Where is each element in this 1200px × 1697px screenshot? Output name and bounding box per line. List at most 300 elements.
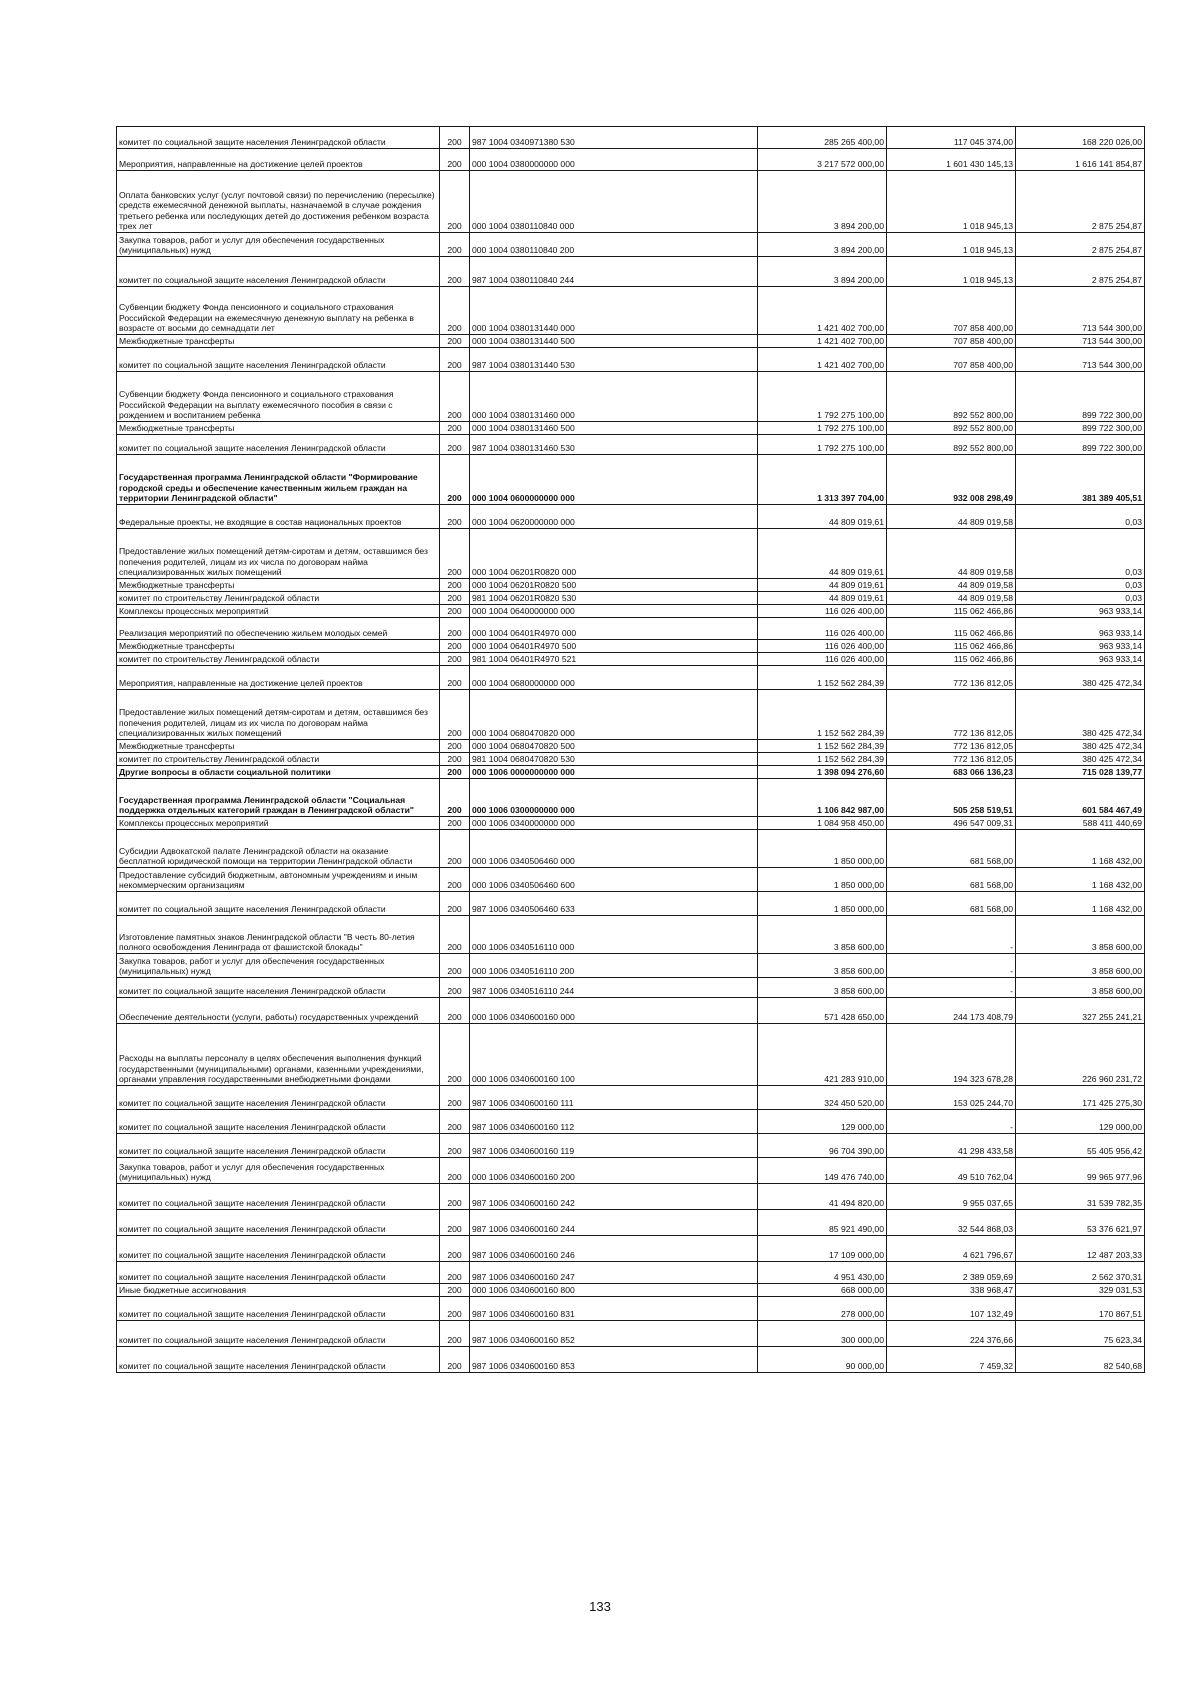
row-budget-code-cell: 000 1006 0340600160 100	[470, 1024, 758, 1086]
row-executed-amount-cell: 683 066 136,23	[887, 766, 1016, 779]
row-line-code-cell: 200	[440, 817, 470, 830]
row-name-cell: Субвенции бюджету Фонда пенсионного и социального страхования Российской Федерации на выплату ежемесячного пособия в связи с рождением и воспитанием ребенка	[117, 372, 440, 422]
row-name-cell: комитет по социальной защите населения Ленинградской области	[117, 1321, 440, 1347]
row-line-code-cell: 200	[440, 592, 470, 605]
row-budget-code-cell: 000 1004 0380131460 500	[470, 422, 758, 435]
table-row	[117, 1284, 1145, 1297]
row-approved-amount-cell: 1 398 094 276,60	[758, 766, 887, 779]
row-executed-amount-cell: 1 018 945,13	[887, 171, 1016, 233]
row-budget-code-cell: 000 1006 0340000000 000	[470, 817, 758, 830]
row-remaining-amount-cell: 2 875 254,87	[1016, 171, 1145, 233]
row-approved-amount-cell: 116 026 400,00	[758, 605, 887, 618]
row-budget-code-cell: 000 1006 0340600160 200	[470, 1158, 758, 1184]
row-executed-amount-cell: -	[887, 1110, 1016, 1134]
row-approved-amount-cell: 3 217 572 000,00	[758, 149, 887, 171]
row-remaining-amount-cell: 53 376 621,97	[1016, 1210, 1145, 1236]
table-row	[117, 690, 1145, 740]
row-budget-code-cell: 987 1006 0340600160 242	[470, 1184, 758, 1210]
row-line-code-cell: 200	[440, 605, 470, 618]
row-approved-amount-cell: 1 421 402 700,00	[758, 287, 887, 335]
row-budget-code-cell: 000 1004 0380131460 000	[470, 372, 758, 422]
row-name-cell: Межбюджетные трансферты	[117, 579, 440, 592]
table-row	[117, 171, 1145, 233]
row-approved-amount-cell: 3 894 200,00	[758, 257, 887, 287]
row-budget-code-cell: 981 1004 0680470820 530	[470, 753, 758, 766]
table-row	[117, 653, 1145, 666]
row-executed-amount-cell: 153 025 244,70	[887, 1086, 1016, 1110]
row-approved-amount-cell: 571 428 650,00	[758, 998, 887, 1024]
row-approved-amount-cell: 1 850 000,00	[758, 892, 887, 916]
row-budget-code-cell: 000 1004 0380110840 200	[470, 233, 758, 257]
table-row	[117, 666, 1145, 690]
row-approved-amount-cell: 1 106 842 987,00	[758, 779, 887, 817]
row-approved-amount-cell: 278 000,00	[758, 1297, 887, 1321]
row-remaining-amount-cell: 1 168 432,00	[1016, 868, 1145, 892]
row-approved-amount-cell: 1 850 000,00	[758, 830, 887, 868]
row-line-code-cell: 200	[440, 640, 470, 653]
row-approved-amount-cell: 44 809 019,61	[758, 579, 887, 592]
row-remaining-amount-cell: 899 722 300,00	[1016, 372, 1145, 422]
row-budget-code-cell: 987 1006 0340600160 853	[470, 1347, 758, 1373]
row-line-code-cell: 200	[440, 753, 470, 766]
row-budget-code-cell: 000 1004 0380131440 000	[470, 287, 758, 335]
row-line-code-cell: 200	[440, 1134, 470, 1158]
row-remaining-amount-cell: 2 562 370,31	[1016, 1262, 1145, 1284]
row-name-cell: комитет по строительству Ленинградской области	[117, 653, 440, 666]
row-name-cell: Закупка товаров, работ и услуг для обеспечения государственных (муниципальных) нужд	[117, 233, 440, 257]
row-budget-code-cell: 000 1004 0620000000 000	[470, 505, 758, 529]
row-budget-code-cell: 000 1004 06401R4970 000	[470, 618, 758, 640]
row-remaining-amount-cell: 899 722 300,00	[1016, 435, 1145, 455]
table-row	[117, 1024, 1145, 1086]
table-row	[117, 455, 1145, 505]
row-executed-amount-cell: -	[887, 916, 1016, 954]
row-name-cell: комитет по социальной защите населения Ленинградской области	[117, 892, 440, 916]
row-name-cell: комитет по социальной защите населения Ленинградской области	[117, 127, 440, 149]
table-row	[117, 1110, 1145, 1134]
table-row	[117, 127, 1145, 149]
table-row	[117, 1321, 1145, 1347]
row-executed-amount-cell: 772 136 812,05	[887, 666, 1016, 690]
row-line-code-cell: 200	[440, 1086, 470, 1110]
row-remaining-amount-cell: 0,03	[1016, 592, 1145, 605]
row-remaining-amount-cell: 713 544 300,00	[1016, 287, 1145, 335]
row-approved-amount-cell: 1 850 000,00	[758, 868, 887, 892]
row-approved-amount-cell: 1 421 402 700,00	[758, 335, 887, 348]
row-approved-amount-cell: 1 421 402 700,00	[758, 348, 887, 372]
row-executed-amount-cell: 9 955 037,65	[887, 1184, 1016, 1210]
row-executed-amount-cell: 496 547 009,31	[887, 817, 1016, 830]
row-budget-code-cell: 987 1006 0340600160 111	[470, 1086, 758, 1110]
table-row	[117, 1134, 1145, 1158]
row-approved-amount-cell: 116 026 400,00	[758, 653, 887, 666]
row-name-cell: Закупка товаров, работ и услуг для обеспечения государственных (муниципальных) нужд	[117, 954, 440, 978]
row-budget-code-cell: 000 1004 06201R0820 000	[470, 529, 758, 579]
row-name-cell: комитет по социальной защите населения Ленинградской области	[117, 1262, 440, 1284]
row-executed-amount-cell: 707 858 400,00	[887, 287, 1016, 335]
row-executed-amount-cell: 115 062 466,86	[887, 605, 1016, 618]
table-row	[117, 753, 1145, 766]
row-line-code-cell: 200	[440, 1297, 470, 1321]
row-approved-amount-cell: 3 858 600,00	[758, 916, 887, 954]
table-row	[117, 257, 1145, 287]
row-remaining-amount-cell: 381 389 405,51	[1016, 455, 1145, 505]
row-name-cell: комитет по строительству Ленинградской области	[117, 592, 440, 605]
table-row	[117, 978, 1145, 998]
row-name-cell: Комплексы процессных мероприятий	[117, 817, 440, 830]
row-line-code-cell: 200	[440, 1024, 470, 1086]
row-executed-amount-cell: 44 809 019,58	[887, 579, 1016, 592]
row-approved-amount-cell: 85 921 490,00	[758, 1210, 887, 1236]
row-budget-code-cell: 000 1006 0340600160 000	[470, 998, 758, 1024]
row-executed-amount-cell: 1 018 945,13	[887, 233, 1016, 257]
row-line-code-cell: 200	[440, 257, 470, 287]
row-budget-code-cell: 987 1006 0340516110 244	[470, 978, 758, 998]
row-name-cell: комитет по социальной защите населения Ленинградской области	[117, 435, 440, 455]
row-name-cell: комитет по социальной защите населения Ленинградской области	[117, 348, 440, 372]
row-remaining-amount-cell: 3 858 600,00	[1016, 916, 1145, 954]
row-budget-code-cell: 000 1004 06401R4970 500	[470, 640, 758, 653]
row-remaining-amount-cell: 327 255 241,21	[1016, 998, 1145, 1024]
page-number: 133	[589, 1599, 611, 1614]
row-name-cell: Закупка товаров, работ и услуг для обеспечения государственных (муниципальных) нужд	[117, 1158, 440, 1184]
row-budget-code-cell: 000 1006 0340506460 000	[470, 830, 758, 868]
row-line-code-cell: 200	[440, 1210, 470, 1236]
table-row	[117, 435, 1145, 455]
table-row	[117, 1347, 1145, 1373]
row-line-code-cell: 200	[440, 505, 470, 529]
table-row	[117, 529, 1145, 579]
row-remaining-amount-cell: 55 405 956,42	[1016, 1134, 1145, 1158]
row-line-code-cell: 200	[440, 127, 470, 149]
row-budget-code-cell: 987 1006 0340600160 831	[470, 1297, 758, 1321]
row-executed-amount-cell: 244 173 408,79	[887, 998, 1016, 1024]
row-line-code-cell: 200	[440, 287, 470, 335]
row-budget-code-cell: 000 1004 0680470820 500	[470, 740, 758, 753]
row-remaining-amount-cell: 1 168 432,00	[1016, 830, 1145, 868]
row-approved-amount-cell: 41 494 820,00	[758, 1184, 887, 1210]
row-approved-amount-cell: 1 152 562 284,39	[758, 690, 887, 740]
row-remaining-amount-cell: 171 425 275,30	[1016, 1086, 1145, 1110]
row-remaining-amount-cell: 329 031,53	[1016, 1284, 1145, 1297]
table-row	[117, 766, 1145, 779]
row-remaining-amount-cell: 963 933,14	[1016, 653, 1145, 666]
table-row	[117, 1086, 1145, 1110]
row-name-cell: комитет по социальной защите населения Ленинградской области	[117, 1110, 440, 1134]
row-name-cell: Иные бюджетные ассигнования	[117, 1284, 440, 1297]
row-budget-code-cell: 987 1004 0380110840 244	[470, 257, 758, 287]
row-executed-amount-cell: 115 062 466,86	[887, 618, 1016, 640]
row-name-cell: Федеральные проекты, не входящие в состав национальных проектов	[117, 505, 440, 529]
row-executed-amount-cell: 707 858 400,00	[887, 335, 1016, 348]
row-approved-amount-cell: 116 026 400,00	[758, 618, 887, 640]
row-line-code-cell: 200	[440, 954, 470, 978]
row-budget-code-cell: 000 1004 0680000000 000	[470, 666, 758, 690]
row-line-code-cell: 200	[440, 422, 470, 435]
row-approved-amount-cell: 3 858 600,00	[758, 978, 887, 998]
row-approved-amount-cell: 149 476 740,00	[758, 1158, 887, 1184]
row-budget-code-cell: 000 1004 0380110840 000	[470, 171, 758, 233]
row-budget-code-cell: 981 1004 06201R0820 530	[470, 592, 758, 605]
row-executed-amount-cell: 681 568,00	[887, 892, 1016, 916]
row-name-cell: Изготовление памятных знаков Ленинградской области "В честь 80-летия полного освобождения Ленинграда от фашистской блокады"	[117, 916, 440, 954]
row-approved-amount-cell: 1 313 397 704,00	[758, 455, 887, 505]
row-budget-code-cell: 000 1004 0380131440 500	[470, 335, 758, 348]
row-line-code-cell: 200	[440, 892, 470, 916]
row-approved-amount-cell: 324 450 520,00	[758, 1086, 887, 1110]
row-approved-amount-cell: 285 265 400,00	[758, 127, 887, 149]
row-name-cell: Межбюджетные трансферты	[117, 422, 440, 435]
row-remaining-amount-cell: 380 425 472,34	[1016, 666, 1145, 690]
row-remaining-amount-cell: 963 933,14	[1016, 605, 1145, 618]
row-executed-amount-cell: 44 809 019,58	[887, 592, 1016, 605]
table-row	[117, 335, 1145, 348]
row-line-code-cell: 200	[440, 978, 470, 998]
row-approved-amount-cell: 4 951 430,00	[758, 1262, 887, 1284]
row-executed-amount-cell: 115 062 466,86	[887, 640, 1016, 653]
table-row	[117, 618, 1145, 640]
table-row	[117, 998, 1145, 1024]
row-executed-amount-cell: 892 552 800,00	[887, 435, 1016, 455]
row-remaining-amount-cell: 82 540,68	[1016, 1347, 1145, 1373]
row-line-code-cell: 200	[440, 653, 470, 666]
row-remaining-amount-cell: 170 867,51	[1016, 1297, 1145, 1321]
row-name-cell: Реализация мероприятий по обеспечению жильем молодых семей	[117, 618, 440, 640]
row-approved-amount-cell: 129 000,00	[758, 1110, 887, 1134]
table-row	[117, 892, 1145, 916]
row-approved-amount-cell: 1 152 562 284,39	[758, 740, 887, 753]
table-row	[117, 505, 1145, 529]
row-line-code-cell: 200	[440, 618, 470, 640]
row-name-cell: Предоставление субсидий бюджетным, автономным учреждениям и иным некоммерческим организациям	[117, 868, 440, 892]
row-line-code-cell: 200	[440, 740, 470, 753]
row-approved-amount-cell: 1 084 958 450,00	[758, 817, 887, 830]
row-remaining-amount-cell: 1 168 432,00	[1016, 892, 1145, 916]
row-remaining-amount-cell: 588 411 440,69	[1016, 817, 1145, 830]
row-approved-amount-cell: 90 000,00	[758, 1347, 887, 1373]
table-row	[117, 1158, 1145, 1184]
row-budget-code-cell: 987 1006 0340600160 246	[470, 1236, 758, 1262]
budget-execution-table	[116, 126, 1145, 1373]
row-line-code-cell: 200	[440, 766, 470, 779]
row-name-cell: комитет по социальной защите населения Ленинградской области	[117, 1086, 440, 1110]
row-remaining-amount-cell: 129 000,00	[1016, 1110, 1145, 1134]
row-name-cell: комитет по социальной защите населения Ленинградской области	[117, 978, 440, 998]
table-row	[117, 640, 1145, 653]
row-name-cell: комитет по социальной защите населения Ленинградской области	[117, 1297, 440, 1321]
table-row	[117, 605, 1145, 618]
row-name-cell: Государственная программа Ленинградской области "Формирование городской среды и обеспечение качественным жильем граждан на территории Ленинградской области"	[117, 455, 440, 505]
row-approved-amount-cell: 1 152 562 284,39	[758, 753, 887, 766]
row-executed-amount-cell: 1 018 945,13	[887, 257, 1016, 287]
row-remaining-amount-cell: 1 616 141 854,87	[1016, 149, 1145, 171]
row-remaining-amount-cell: 31 539 782,35	[1016, 1184, 1145, 1210]
row-name-cell: комитет по строительству Ленинградской области	[117, 753, 440, 766]
row-line-code-cell: 200	[440, 1284, 470, 1297]
row-remaining-amount-cell: 3 858 600,00	[1016, 978, 1145, 998]
row-remaining-amount-cell: 2 875 254,87	[1016, 257, 1145, 287]
row-executed-amount-cell: 49 510 762,04	[887, 1158, 1016, 1184]
row-executed-amount-cell: 892 552 800,00	[887, 372, 1016, 422]
row-remaining-amount-cell: 0,03	[1016, 505, 1145, 529]
row-remaining-amount-cell: 3 858 600,00	[1016, 954, 1145, 978]
row-budget-code-cell: 000 1006 0340600160 800	[470, 1284, 758, 1297]
row-line-code-cell: 200	[440, 348, 470, 372]
row-approved-amount-cell: 3 894 200,00	[758, 233, 887, 257]
row-remaining-amount-cell: 380 425 472,34	[1016, 740, 1145, 753]
row-name-cell: Другие вопросы в области социальной политики	[117, 766, 440, 779]
row-line-code-cell: 200	[440, 1158, 470, 1184]
table-row	[117, 1262, 1145, 1284]
table-row	[117, 817, 1145, 830]
row-name-cell: Межбюджетные трансферты	[117, 335, 440, 348]
row-approved-amount-cell: 668 000,00	[758, 1284, 887, 1297]
row-executed-amount-cell: 681 568,00	[887, 830, 1016, 868]
table-row	[117, 1236, 1145, 1262]
row-approved-amount-cell: 1 152 562 284,39	[758, 666, 887, 690]
row-budget-code-cell: 987 1006 0340600160 852	[470, 1321, 758, 1347]
row-line-code-cell: 200	[440, 868, 470, 892]
table-row	[117, 1210, 1145, 1236]
row-line-code-cell: 200	[440, 1236, 470, 1262]
row-remaining-amount-cell: 380 425 472,34	[1016, 690, 1145, 740]
row-executed-amount-cell: 772 136 812,05	[887, 740, 1016, 753]
row-line-code-cell: 200	[440, 666, 470, 690]
row-executed-amount-cell: 44 809 019,58	[887, 505, 1016, 529]
row-name-cell: Мероприятия, направленные на достижение целей проектов	[117, 666, 440, 690]
row-remaining-amount-cell: 99 965 977,96	[1016, 1158, 1145, 1184]
row-line-code-cell: 200	[440, 455, 470, 505]
row-approved-amount-cell: 1 792 275 100,00	[758, 422, 887, 435]
row-name-cell: Мероприятия, направленные на достижение целей проектов	[117, 149, 440, 171]
row-executed-amount-cell: 32 544 868,03	[887, 1210, 1016, 1236]
row-budget-code-cell: 000 1004 0680470820 000	[470, 690, 758, 740]
row-remaining-amount-cell: 226 960 231,72	[1016, 1024, 1145, 1086]
row-line-code-cell: 200	[440, 1321, 470, 1347]
row-approved-amount-cell: 1 792 275 100,00	[758, 372, 887, 422]
row-budget-code-cell: 000 1004 0600000000 000	[470, 455, 758, 505]
row-remaining-amount-cell: 601 584 467,49	[1016, 779, 1145, 817]
row-name-cell: Расходы на выплаты персоналу в целях обеспечения выполнения функций государственными (муниципальными) органами, казенными учреждениями, органами управления государственными внебюджетными фондами	[117, 1024, 440, 1086]
row-name-cell: Субсидии Адвокатской палате Ленинградской области на оказание бесплатной юридической помощи на территории Ленинградской области	[117, 830, 440, 868]
row-name-cell: комитет по социальной защите населения Ленинградской области	[117, 1210, 440, 1236]
row-approved-amount-cell: 44 809 019,61	[758, 505, 887, 529]
row-approved-amount-cell: 1 792 275 100,00	[758, 435, 887, 455]
row-approved-amount-cell: 44 809 019,61	[758, 592, 887, 605]
row-executed-amount-cell: 681 568,00	[887, 868, 1016, 892]
row-approved-amount-cell: 96 704 390,00	[758, 1134, 887, 1158]
row-budget-code-cell: 987 1006 0340600160 247	[470, 1262, 758, 1284]
row-budget-code-cell: 000 1004 0640000000 000	[470, 605, 758, 618]
row-budget-code-cell: 000 1004 0380000000 000	[470, 149, 758, 171]
row-executed-amount-cell: 2 389 059,69	[887, 1262, 1016, 1284]
budget-table-body	[117, 127, 1145, 1373]
table-row	[117, 916, 1145, 954]
row-name-cell: комитет по социальной защите населения Ленинградской области	[117, 1134, 440, 1158]
row-remaining-amount-cell: 12 487 203,33	[1016, 1236, 1145, 1262]
table-row	[117, 579, 1145, 592]
row-budget-code-cell: 000 1004 06201R0820 500	[470, 579, 758, 592]
row-line-code-cell: 200	[440, 779, 470, 817]
row-executed-amount-cell: 505 258 519,51	[887, 779, 1016, 817]
row-budget-code-cell: 987 1004 0380131440 530	[470, 348, 758, 372]
row-budget-code-cell: 000 1006 0340516110 000	[470, 916, 758, 954]
row-name-cell: комитет по социальной защите населения Ленинградской области	[117, 1236, 440, 1262]
table-row	[117, 1297, 1145, 1321]
row-remaining-amount-cell: 899 722 300,00	[1016, 422, 1145, 435]
row-executed-amount-cell: 707 858 400,00	[887, 348, 1016, 372]
row-executed-amount-cell: 772 136 812,05	[887, 753, 1016, 766]
row-executed-amount-cell: 772 136 812,05	[887, 690, 1016, 740]
table-row	[117, 592, 1145, 605]
table-row	[117, 1184, 1145, 1210]
row-line-code-cell: 200	[440, 690, 470, 740]
row-budget-code-cell: 000 1006 0300000000 000	[470, 779, 758, 817]
row-name-cell: комитет по социальной защите населения Ленинградской области	[117, 1184, 440, 1210]
row-name-cell: Межбюджетные трансферты	[117, 640, 440, 653]
row-line-code-cell: 200	[440, 372, 470, 422]
table-row	[117, 348, 1145, 372]
row-line-code-cell: 200	[440, 579, 470, 592]
row-executed-amount-cell: -	[887, 954, 1016, 978]
row-remaining-amount-cell: 75 623,34	[1016, 1321, 1145, 1347]
row-line-code-cell: 200	[440, 1110, 470, 1134]
row-remaining-amount-cell: 963 933,14	[1016, 618, 1145, 640]
row-remaining-amount-cell: 963 933,14	[1016, 640, 1145, 653]
table-row	[117, 830, 1145, 868]
row-executed-amount-cell: -	[887, 978, 1016, 998]
row-remaining-amount-cell: 168 220 026,00	[1016, 127, 1145, 149]
row-line-code-cell: 200	[440, 529, 470, 579]
row-line-code-cell: 200	[440, 435, 470, 455]
row-name-cell: Оплата банковских услуг (услуг почтовой связи) по перечислению (пересылке) средств ежемесячной денежной выплаты, назначаемой в случае рождения третьего ребенка или последующих детей до достижения ребенком возраста трех лет	[117, 171, 440, 233]
row-executed-amount-cell: 338 968,47	[887, 1284, 1016, 1297]
row-line-code-cell: 200	[440, 1347, 470, 1373]
row-name-cell: Предоставление жилых помещений детям-сиротам и детям, оставшимся без попечения родителей, лицам из их числа по договорам найма специализированных жилых помещений	[117, 690, 440, 740]
row-approved-amount-cell: 44 809 019,61	[758, 529, 887, 579]
row-budget-code-cell: 000 1006 0340506460 600	[470, 868, 758, 892]
row-line-code-cell: 200	[440, 1184, 470, 1210]
row-executed-amount-cell: 194 323 678,28	[887, 1024, 1016, 1086]
row-line-code-cell: 200	[440, 916, 470, 954]
row-budget-code-cell: 987 1004 0340971380 530	[470, 127, 758, 149]
row-budget-code-cell: 981 1004 06401R4970 521	[470, 653, 758, 666]
table-row	[117, 372, 1145, 422]
row-approved-amount-cell: 421 283 910,00	[758, 1024, 887, 1086]
table-row	[117, 149, 1145, 171]
row-budget-code-cell: 000 1006 0000000000 000	[470, 766, 758, 779]
row-line-code-cell: 200	[440, 830, 470, 868]
table-row	[117, 779, 1145, 817]
row-executed-amount-cell: 7 459,32	[887, 1347, 1016, 1373]
table-row	[117, 287, 1145, 335]
row-name-cell: Предоставление жилых помещений детям-сиротам и детям, оставшимся без попечения родителей, лицам из их числа по договорам найма специализированных жилых помещений	[117, 529, 440, 579]
row-budget-code-cell: 000 1006 0340516110 200	[470, 954, 758, 978]
row-line-code-cell: 200	[440, 171, 470, 233]
row-executed-amount-cell: 117 045 374,00	[887, 127, 1016, 149]
table-row	[117, 868, 1145, 892]
row-line-code-cell: 200	[440, 998, 470, 1024]
row-executed-amount-cell: 44 809 019,58	[887, 529, 1016, 579]
row-remaining-amount-cell: 380 425 472,34	[1016, 753, 1145, 766]
row-name-cell: Межбюджетные трансферты	[117, 740, 440, 753]
row-line-code-cell: 200	[440, 1262, 470, 1284]
row-name-cell: комитет по социальной защите населения Ленинградской области	[117, 257, 440, 287]
table-row	[117, 740, 1145, 753]
row-remaining-amount-cell: 0,03	[1016, 579, 1145, 592]
row-budget-code-cell: 987 1006 0340600160 244	[470, 1210, 758, 1236]
table-row	[117, 422, 1145, 435]
